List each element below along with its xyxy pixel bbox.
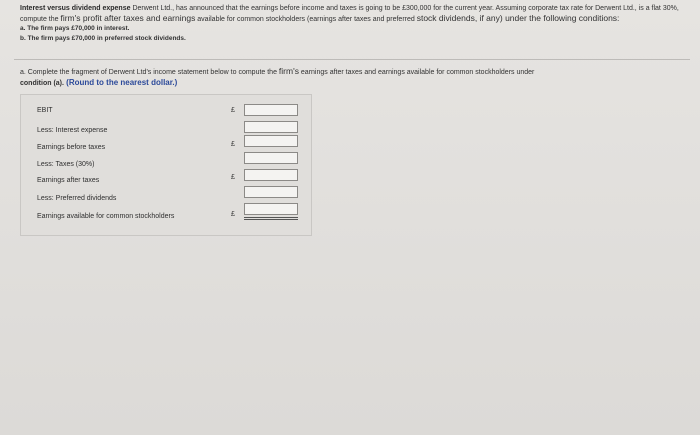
double-underline [244,217,298,218]
problem-statement [20,4,688,43]
double-underline-second [244,219,298,220]
row-label-preferred-dividends: Less: Preferred dividends [37,195,117,202]
input-earnings-after-taxes[interactable] [244,169,298,181]
input-ebit[interactable] [244,104,298,116]
input-taxes[interactable] [244,152,298,164]
currency-earnings-after-taxes: £ [231,174,235,181]
round-instruction: (Round to the nearest dollar.) [63,78,178,87]
row-label-interest-expense: Less: Interest expense [37,127,108,134]
problem-intro-3: available for common stockholders (earnings after taxes and preferred [195,15,417,23]
row-label-earnings-before-taxes: Earnings before taxes [37,144,106,151]
part-a-text-2: firm's [278,66,299,76]
problem-intro-2: firm's profit after taxes and earnings [60,12,196,23]
section-divider [14,59,690,60]
condition-b: b. The firm pays £70,000 in preferred stock dividends. [20,34,186,42]
part-a-instructions [20,66,680,89]
currency-earnings-available: £ [231,211,235,218]
part-a-text-3: earnings after taxes and earnings available for common stockholders under [298,69,535,76]
part-a-condition: condition (a). [20,80,64,87]
row-label-earnings-available: Earnings available for common stockholders [37,213,175,220]
problem-intro-4: stock dividends, if any) under the following conditions: [416,12,620,23]
condition-a: a. The firm pays £70,000 in interest. [20,25,130,32]
part-a-text-1: a. Complete the fragment of Derwent Ltd's income statement below to compute the [20,69,279,76]
input-preferred-dividends[interactable] [244,186,298,198]
row-label-earnings-after-taxes: Earnings after taxes [37,177,100,184]
income-statement [20,94,312,236]
currency-ebit: £ [231,107,235,114]
row-label-taxes: Less: Taxes (30%) [37,161,95,168]
input-earnings-before-taxes[interactable] [244,135,298,147]
input-earnings-available[interactable] [244,203,298,215]
row-label-ebit: EBIT [37,107,53,114]
currency-earnings-before-taxes: £ [231,141,235,148]
input-interest-expense[interactable] [244,121,298,133]
problem-title: Interest versus dividend expense [20,5,131,12]
problem-intro-1: Derwent Ltd., has announced that the earnings before income and taxes is going to be £300,000 for the current year. Assuming corporate tax rate for Derwent Ltd., is a flat 30%, compute the [20,5,679,23]
